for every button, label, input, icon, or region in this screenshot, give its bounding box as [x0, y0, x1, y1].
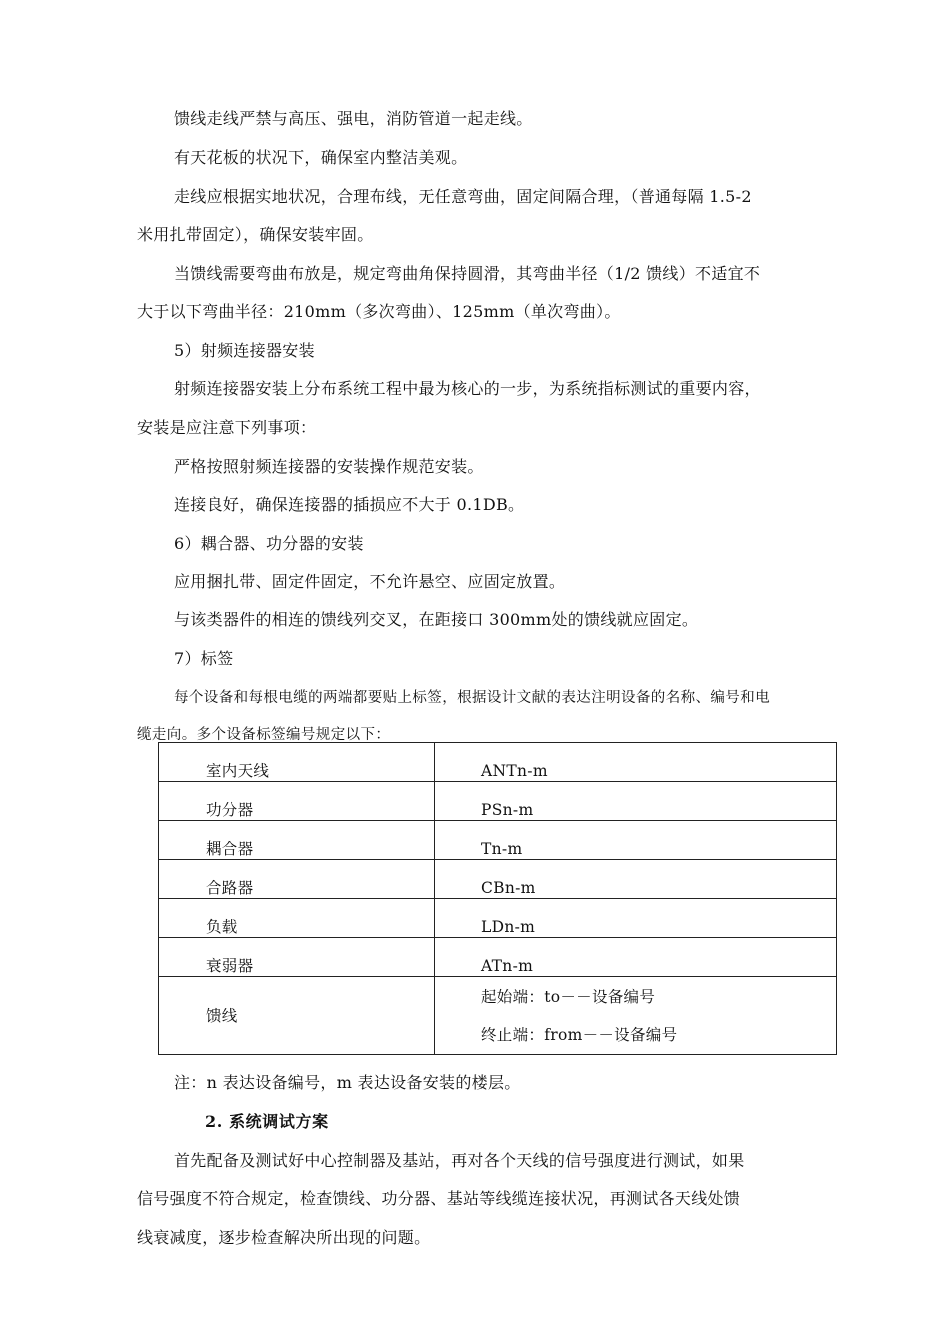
paragraph-line: 信号强度不符合规定，检查馈线、功分器、基站等线缆连接状况，再测试各天线处馈: [137, 1189, 741, 1208]
table-row: [159, 821, 837, 860]
feeder-end-label: 终止端：from－－设备编号: [481, 1025, 678, 1044]
table-row: [159, 899, 837, 938]
device-name-cell: 馈线: [159, 977, 435, 1055]
feeder-code-cell: [435, 977, 837, 1055]
label-code-cell: LDn-m: [435, 899, 837, 938]
paragraph-line: 连接良好，确保连接器的插损应不大于 0.1DB。: [174, 495, 525, 514]
table-row: [159, 782, 837, 821]
section-heading: 2. 系统调试方案: [205, 1112, 329, 1131]
paragraph-line: 线衰减度，逐步检查解决所出现的问题。: [137, 1228, 431, 1247]
paragraph-line: 大于以下弯曲半径：210mm（多次弯曲）、125mm（单次弯曲）。: [137, 302, 621, 321]
subsection-heading: 6）耦合器、功分器的安装: [174, 534, 364, 553]
paragraph-line: 与该类器件的相连的馈线列交叉，在距接口 300mm处的馈线就应固定。: [174, 610, 699, 629]
table-row: [159, 938, 837, 977]
label-code-cell: Tn-m: [435, 821, 837, 860]
table-row: [159, 743, 837, 782]
paragraph-line: 馈线走线严禁与高压、强电，消防管道一起走线。: [174, 109, 533, 128]
paragraph-line: 米用扎带固定），确保安装牢固。: [137, 225, 374, 244]
device-name-cell: 合路器: [159, 860, 435, 899]
paragraph-line: 当馈线需要弯曲布放是，规定弯曲角保持圆滑，其弯曲半径（1/2 馈线）不适宜不: [174, 264, 761, 283]
subsection-heading: 5）射频连接器安装: [174, 341, 315, 360]
label-code-cell: CBn-m: [435, 860, 837, 899]
paragraph-line: 安装是应注意下列事项：: [137, 418, 317, 437]
device-name-cell: 室内天线: [159, 743, 435, 782]
device-name-cell: 耦合器: [159, 821, 435, 860]
label-code-table: [158, 742, 837, 1055]
device-name-cell: 功分器: [159, 782, 435, 821]
paragraph-line: 首先配备及测试好中心控制器及基站，再对各个天线的信号强度进行测试，如果: [174, 1151, 745, 1170]
table-row: [159, 860, 837, 899]
paragraph-line: 射频连接器安装上分布系统工程中最为核心的一步，为系统指标测试的重要内容，: [174, 379, 761, 398]
table-row-feeder: [159, 977, 837, 1055]
paragraph-line: 每个设备和每根电缆的两端都要贴上标签，根据设计文献的表达注明设备的名称、编号和电: [174, 690, 770, 706]
subsection-heading: 7）标签: [174, 649, 234, 668]
label-code-cell: PSn-m: [435, 782, 837, 821]
table-note: 注：n 表达设备编号，m 表达设备安装的楼层。: [174, 1073, 521, 1092]
paragraph-line: 严格按照射频连接器的安装操作规范安装。: [174, 457, 484, 476]
feeder-start-label: 起始端：to－－设备编号: [481, 987, 656, 1006]
paragraph-line: 有天花板的状况下，确保室内整洁美观。: [174, 148, 468, 167]
paragraph-line: 缆走向。多个设备标签编号规定以下：: [137, 727, 391, 743]
device-name-cell: 衰弱器: [159, 938, 435, 977]
paragraph-line: 走线应根据实地状况，合理布线，无任意弯曲，固定间隔合理，（普通每隔 1.5-2: [174, 187, 752, 206]
paragraph-line: 应用捆扎带、固定件固定，不允许悬空、应固定放置。: [174, 572, 566, 591]
label-code-cell: ANTn-m: [435, 743, 837, 782]
device-name-cell: 负载: [159, 899, 435, 938]
label-code-cell: ATn-m: [435, 938, 837, 977]
